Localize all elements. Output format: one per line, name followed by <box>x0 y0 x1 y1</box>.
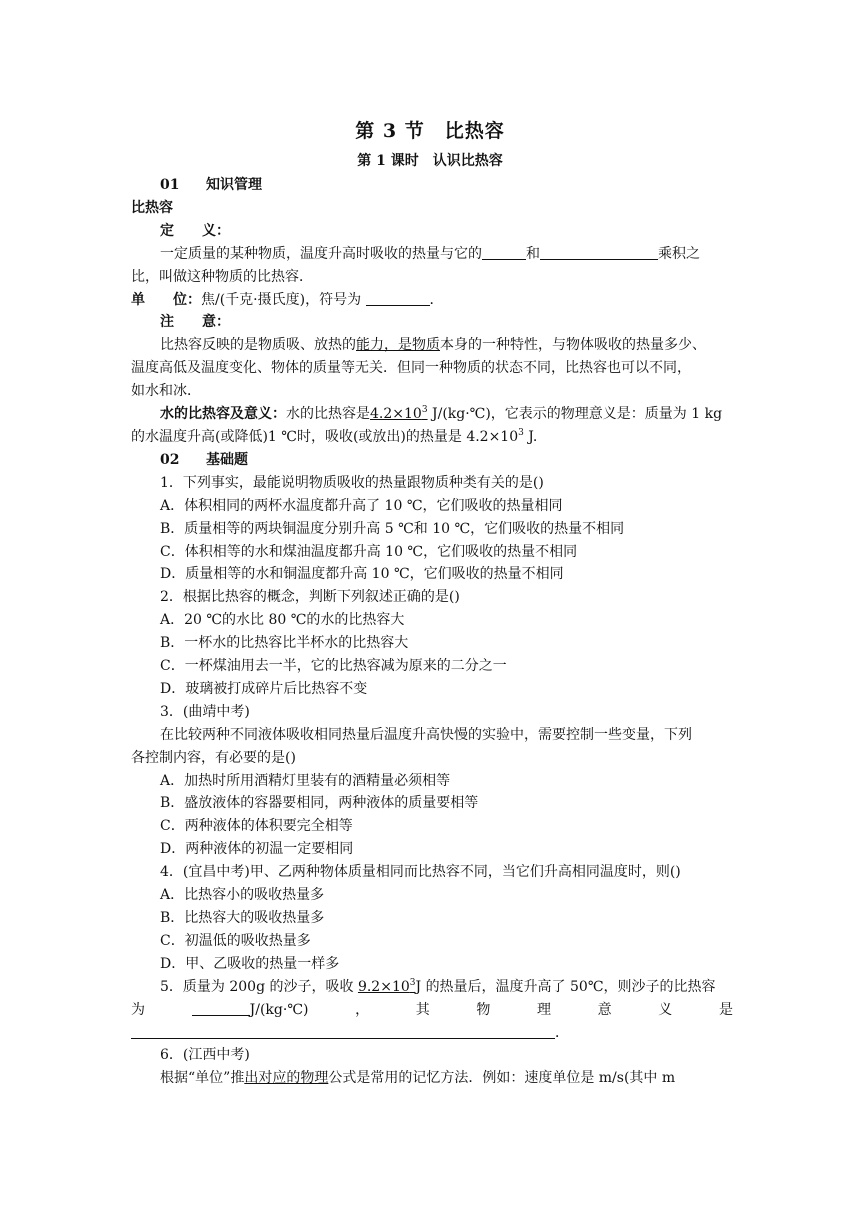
question-6-stem: 6．(江西中考) <box>160 1047 250 1064</box>
question-6-body: 根据“单位”推出对应的物理公式是常用的记忆方法．例如：速度单位是 m/s(其中 m <box>160 1070 676 1087</box>
answer-blank[interactable] <box>540 244 658 260</box>
question-4-option-d[interactable]: D．甲、乙吸收的热量一样多 <box>160 955 340 972</box>
question-1-option-a[interactable]: A．体积相同的两杯水温度都升高了 10 ℃，它们吸收的热量相同 <box>160 497 563 514</box>
note-line-2: 温度高低及温度变化、物体的质量等无关．但同一种物质的状态不同，比热容也可以不同， <box>131 360 691 377</box>
question-3-option-b[interactable]: B．盛放液体的容器要相同，两种液体的质量要相等 <box>160 795 479 812</box>
document-body <box>131 174 733 1090</box>
question-5-line-2: 为 J/(kg·℃) ， 其 物 理 意 义 是 <box>131 1001 733 1018</box>
question-1-option-b[interactable]: B．质量相等的两块铜温度分别升高 5 ℃和 10 ℃，它们吸收的热量不相同 <box>160 520 625 537</box>
question-5-line-3: ． <box>131 1022 733 1045</box>
definition-label: 定 义： <box>160 222 230 239</box>
question-1-option-d[interactable]: D．质量相等的水和铜温度都升高 10 ℃，它们吸收的热量不相同 <box>160 566 564 583</box>
question-4-option-c[interactable]: C．初温低的吸收热量多 <box>160 932 311 949</box>
note-label: 注 意： <box>160 314 230 331</box>
section-heading-knowledge: 01 知识管理 <box>160 177 262 193</box>
question-5-line-1: 5．质量为 200g 的沙子，吸收 $9.2\times 10^3J$ 的热量后，温度升高了 50℃，则沙子的比热容 <box>160 977 716 995</box>
topic-heading: 比热容 <box>131 199 173 216</box>
section-heading-basic: 02 基础题 <box>160 451 248 468</box>
question-2-option-b[interactable]: B．一杯水的比热容比半杯水的比热容大 <box>160 635 409 652</box>
question-2-stem: 2．根据比热容的概念，判断下列叙述正确的是() <box>160 589 460 606</box>
note-line-1: 比热容反映的是物质吸、放热的能力，是物质本身的一种特性，与物体吸收的热量多少、 <box>160 337 706 354</box>
question-3-option-a[interactable]: A．加热时所用酒精灯里装有的酒精量必须相等 <box>160 772 451 789</box>
question-4-option-a[interactable]: A．比热容小的吸收热量多 <box>160 887 325 904</box>
question-3-option-c[interactable]: C．两种液体的体积要完全相等 <box>160 818 353 835</box>
question-1-option-c[interactable]: C．体积相等的水和煤油温度都升高 10 ℃，它们吸收的热量不相同 <box>160 543 578 560</box>
question-3-body-2: 各控制内容，有必要的是() <box>131 749 296 766</box>
answer-blank[interactable] <box>366 290 430 306</box>
question-4-stem: 4．(宜昌中考)甲、乙两种物体质量相同而比热容不同，当它们升高相同温度时，则() <box>160 864 681 881</box>
page-title: 第 3 节 比热容 <box>355 120 505 142</box>
answer-blank[interactable] <box>131 1023 555 1039</box>
definition-line-2: 比，叫做这种物质的比热容． <box>131 268 313 285</box>
question-2-option-a[interactable]: A．20 ℃的水比 80 ℃的水的比热容大 <box>160 612 405 629</box>
note-line-3: 如水和冰． <box>131 383 201 400</box>
question-2-option-c[interactable]: C．一杯煤油用去一半，它的比热容减为原来的二分之一 <box>160 658 507 675</box>
water-line-2: 的水温度升高(或降低)1 ℃时，吸收(或放出)的热量是 $4.2\times 10^3$ J. <box>131 427 538 445</box>
answer-blank[interactable] <box>482 244 526 260</box>
question-4-option-b[interactable]: B．比热容大的吸收热量多 <box>160 910 325 926</box>
question-1-stem: 1．下列事实，最能说明物质吸收的热量跟物质种类有关的是() <box>160 474 544 491</box>
question-3-body-1: 在比较两种不同液体吸收相同热量后温度升高快慢的实验中，需要控制一些变量，下列 <box>160 726 692 743</box>
answer-blank[interactable] <box>192 1000 250 1016</box>
definition-line-1: 一定质量的某种物质，温度升高时吸收的热量与它的 和 乘积之 <box>160 245 700 262</box>
page-subtitle: 第 1 课时 认识比热容 <box>357 153 503 169</box>
unit-line: 单 位：焦/(千克·摄氏度)，符号为 ． <box>131 291 444 308</box>
question-3-stem: 3．(曲靖中考) <box>160 703 250 720</box>
question-3-option-d[interactable]: D．两种液体的初温一定要相同 <box>160 841 354 858</box>
water-line-1: 水的比热容及意义：水的比热容是$4.2\times 10^3$ J/(kg·℃)，它表示的物理意义是：质量为 1 kg <box>160 405 723 423</box>
question-2-option-d[interactable]: D．玻璃被打成碎片后比热容不变 <box>160 680 368 697</box>
